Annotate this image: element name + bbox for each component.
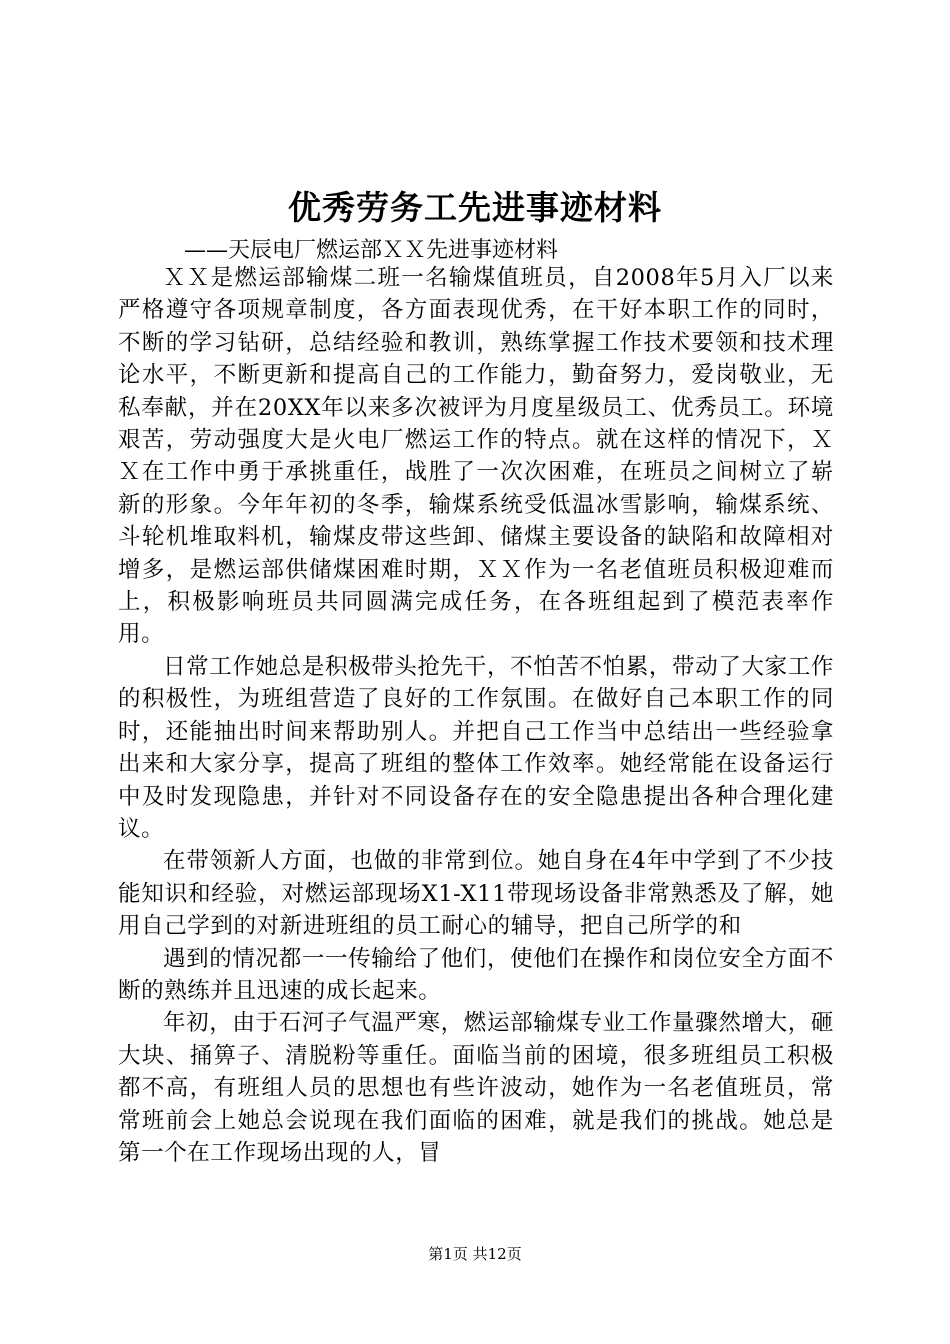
document-title: 优秀劳务工先进事迹材料 xyxy=(288,188,662,227)
paragraph-5: 年初，由于石河子气温严寒，燃运部输煤专业工作量骤然增大，砸大块、捅箅子、清脱粉等重任。面临当前的困境，很多班组员工积极都不高，有班组人员的思想也有些许波动，她作为一名老值班员，常常班前会上她总会说现在我们面临的困难，就是我们的挑战。她总是第一个在工作现场出现的人，冒 xyxy=(118,1010,834,1166)
page-number-footer: 第1页 共12页 xyxy=(428,1245,522,1263)
paragraph-1: ＸＸ是燃运部输煤二班一名输煤值班员，自2008年5月入厂以来严格遵守各项规章制度，各方面表现优秀，在干好本职工作的同时，不断的学习钻研，总结经验和教训，熟练掌握工作技术要领和技术理论水平，不断更新和提高自己的工作能力，勤奋努力，爱岗敬业，无私奉献，并在20XX年以来多次被评为月度星级员工、优秀员工。环境艰苦，劳动强度大是火电厂燃运工作的特点。就在这样的情况下，ＸＸ在工作中勇于承挑重任，战胜了一次次困难，在班员之间树立了崭新的形象。今年年初的冬季，输煤系统受低温冰雪影响，输煤系统、斗轮机堆取料机，输煤皮带这些卸、储煤主要设备的缺陷和故障相对增多，是燃运部供储煤困难时期，ＸＸ作为一名老值班员积极迎难而上，积极影响班员共同圆满完成任务，在各班组起到了模范表率作用。 xyxy=(118,265,834,648)
paragraph-4: 遇到的情况都一一传输给了他们，使他们在操作和岗位安全方面不断的熟练并且迅速的成长起来。 xyxy=(118,945,834,1004)
paragraph-3: 在带领新人方面，也做的非常到位。她自身在4年中学到了不少技能知识和经验，对燃运部现场X1-X11带现场设备非常熟悉及了解，她用自己学到的对新进班组的员工耐心的辅导，把自己所学的和 xyxy=(118,848,834,940)
paragraph-2: 日常工作她总是积极带头抢先干，不怕苦不怕累，带动了大家工作的积极性，为班组营造了良好的工作氛围。在做好自己本职工作的同时，还能抽出时间来帮助别人。并把自己工作当中总结出一些经验拿出来和大家分享，提高了班组的整体工作效率。她经常能在设备运行中及时发现隐患，并针对不同设备存在的安全隐患提出各种合理化建议。 xyxy=(118,653,834,842)
document-subtitle: ——天辰电厂燃运部ＸＸ先进事迹材料 xyxy=(184,238,559,263)
document-body xyxy=(118,262,834,1169)
